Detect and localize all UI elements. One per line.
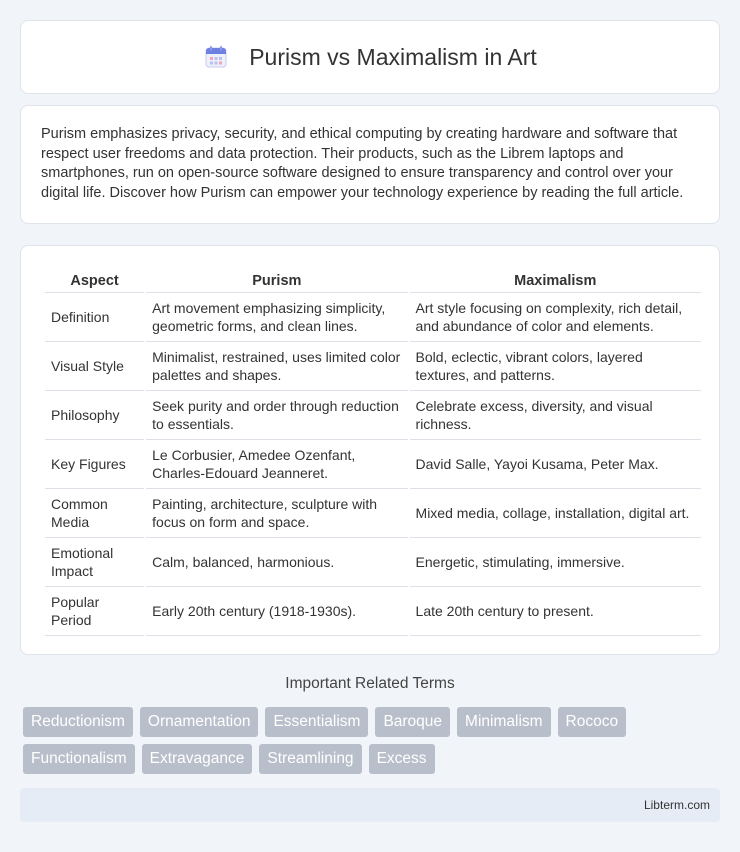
row-purism: Early 20th century (1918-1930s).	[146, 587, 407, 636]
row-maximalism: David Salle, Yayoi Kusama, Peter Max.	[410, 440, 701, 489]
related-terms-list	[23, 707, 723, 781]
row-aspect: Visual Style	[45, 342, 144, 391]
tag-excess[interactable]: Excess	[369, 744, 435, 774]
table-row	[45, 440, 701, 489]
table-row	[45, 587, 701, 636]
row-purism: Calm, balanced, harmonious.	[146, 538, 407, 587]
tag-essentialism[interactable]: Essentialism	[265, 707, 368, 737]
tag-rococo[interactable]: Rococo	[558, 707, 627, 737]
tag-reductionism[interactable]: Reductionism	[23, 707, 133, 737]
tag-baroque[interactable]: Baroque	[375, 707, 450, 737]
row-maximalism: Mixed media, collage, installation, digital art.	[410, 489, 701, 538]
tag-functionalism[interactable]: Functionalism	[23, 744, 135, 774]
header-aspect: Aspect	[45, 264, 144, 293]
intro-card	[20, 105, 720, 224]
table-row	[45, 342, 701, 391]
row-purism: Art movement emphasizing simplicity, geometric forms, and clean lines.	[146, 293, 407, 342]
page-title: Purism vs Maximalism in Art	[249, 43, 537, 70]
row-aspect: Definition	[45, 293, 144, 342]
table-row	[45, 293, 701, 342]
row-aspect: Philosophy	[45, 391, 144, 440]
table-row	[45, 489, 701, 538]
row-purism: Minimalist, restrained, uses limited color palettes and shapes.	[146, 342, 407, 391]
row-maximalism: Bold, eclectic, vibrant colors, layered textures, and patterns.	[410, 342, 701, 391]
row-aspect: Emotional Impact	[45, 538, 144, 587]
row-aspect: Popular Period	[45, 587, 144, 636]
row-aspect: Common Media	[45, 489, 144, 538]
header-maximalism: Maximalism	[410, 264, 701, 293]
table-header-row	[45, 264, 701, 293]
row-maximalism: Celebrate excess, diversity, and visual richness.	[410, 391, 701, 440]
row-purism: Painting, architecture, sculpture with focus on form and space.	[146, 489, 407, 538]
table-row	[45, 391, 701, 440]
footer	[20, 788, 720, 822]
comparison-table-card	[20, 245, 720, 655]
footer-site-link[interactable]: Libterm.com	[643, 798, 710, 812]
related-terms-title: Important Related Terms	[285, 675, 455, 692]
comparison-table	[43, 264, 703, 636]
row-maximalism: Art style focusing on complexity, rich detail, and abundance of color and elements.	[410, 293, 701, 342]
row-aspect: Key Figures	[45, 440, 144, 489]
tag-ornamentation[interactable]: Ornamentation	[140, 707, 259, 737]
title-card	[20, 20, 720, 94]
row-purism: Le Corbusier, Amedee Ozenfant, Charles-Edouard Jeanneret.	[146, 440, 407, 489]
tag-extravagance[interactable]: Extravagance	[142, 744, 253, 774]
row-maximalism: Energetic, stimulating, immersive.	[410, 538, 701, 587]
row-purism: Seek purity and order through reduction to essentials.	[146, 391, 407, 440]
tag-streamlining[interactable]: Streamlining	[259, 744, 361, 774]
calendar-icon	[203, 44, 229, 70]
tag-minimalism[interactable]: Minimalism	[457, 707, 551, 737]
header-purism: Purism	[146, 264, 407, 293]
row-maximalism: Late 20th century to present.	[410, 587, 701, 636]
table-row	[45, 538, 701, 587]
intro-text: Purism emphasizes privacy, security, and ethical computing by creating hardware and software that respect user freedoms and data protection. Their products, such as the Librem laptops and smartphones, run on open-source software designed to ensure transparency and control over your digital life. Discover how Purism can empower your technology experience by reading the full article.	[41, 126, 684, 201]
